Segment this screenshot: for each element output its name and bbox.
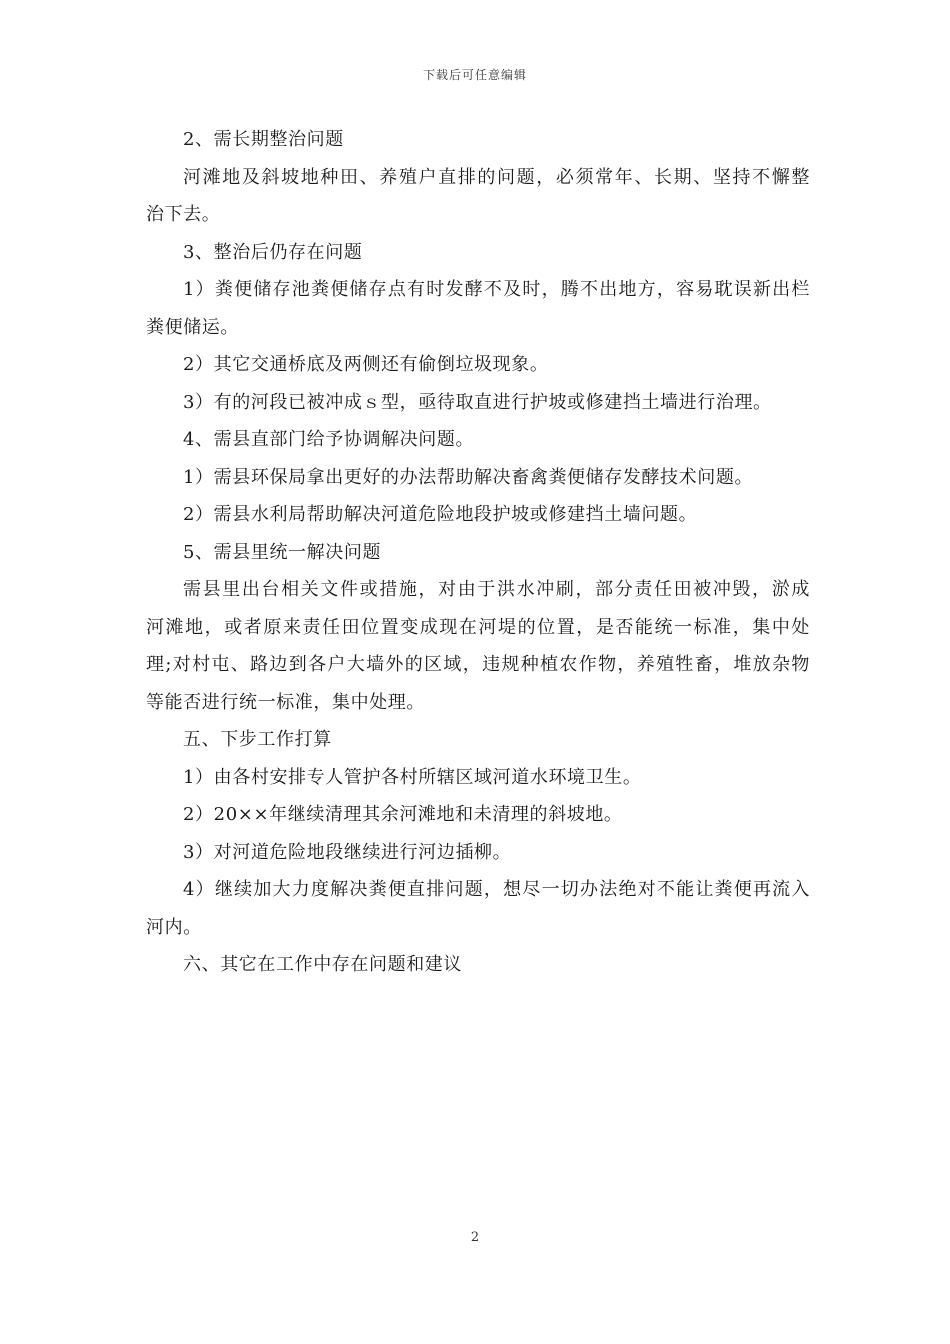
list-item: 3）对河道危险地段继续进行河边插柳。	[183, 841, 512, 863]
section-heading: 3、整治后仍存在问题	[183, 241, 363, 263]
list-item: 1）需县环保局拿出更好的办法帮助解决畜禽粪便储存发酵技术问题。	[183, 466, 754, 488]
list-item: 3）有的河段已被冲成ｓ型，亟待取直进行护坡或修建挡土墙进行治理。	[183, 391, 772, 413]
paragraph-line: 理;对村屯、路边到各户大墙外的区域，违规种植农作物，养殖牲畜，堆放杂物	[146, 654, 810, 675]
section-heading: 六、其它在工作中存在问题和建议	[183, 954, 462, 975]
list-item: 2）需县水利局帮助解决河道危险地段护坡或修建挡土墙问题。	[183, 504, 698, 525]
list-item: 2）20××年继续清理其余河滩地和未清理的斜坡地。	[183, 804, 623, 825]
paragraph-line: 需县里出台相关文件或措施，对由于洪水冲刷，部分责任田被冲毁，淤成	[183, 579, 810, 600]
list-item: 4）继续加大力度解决粪便直排问题，想尽一切办法绝对不能让粪便再流入	[183, 879, 810, 900]
paragraph-line: 治下去。	[146, 204, 221, 225]
paragraph-line: 粪便储运。	[146, 316, 239, 338]
page-header-note: 下载后可任意编辑	[422, 68, 527, 82]
paragraph-line: 河滩地，或者原来责任田位置变成现在河堤的位置，是否能统一标准，集中处	[146, 616, 810, 638]
page-number: 2	[470, 1230, 480, 1245]
list-item: 1）由各村安排专人管护各村所辖区域河道水环境卫生。	[183, 766, 642, 788]
paragraph-line: 河滩地及斜坡地种田、养殖户直排的问题，必须常年、长期、坚持不懈整	[183, 166, 810, 188]
section-heading: 五、下步工作打算	[183, 729, 332, 750]
section-heading: 2、需长期整治问题	[183, 129, 344, 150]
list-item: 2）其它交通桥底及两侧还有偷倒垃圾现象。	[183, 354, 549, 375]
document-body	[146, 121, 810, 984]
section-heading: 5、需县里统一解决问题	[183, 541, 382, 563]
list-item: 1）粪便储存池粪便储存点有时发酵不及时，腾不出地方，容易耽误新出栏	[183, 279, 810, 300]
paragraph-line: 河内。	[146, 916, 202, 938]
paragraph-line: 等能否进行统一标准，集中处理。	[146, 691, 425, 713]
section-heading: 4、需县直部门给予协调解决问题。	[183, 429, 475, 450]
